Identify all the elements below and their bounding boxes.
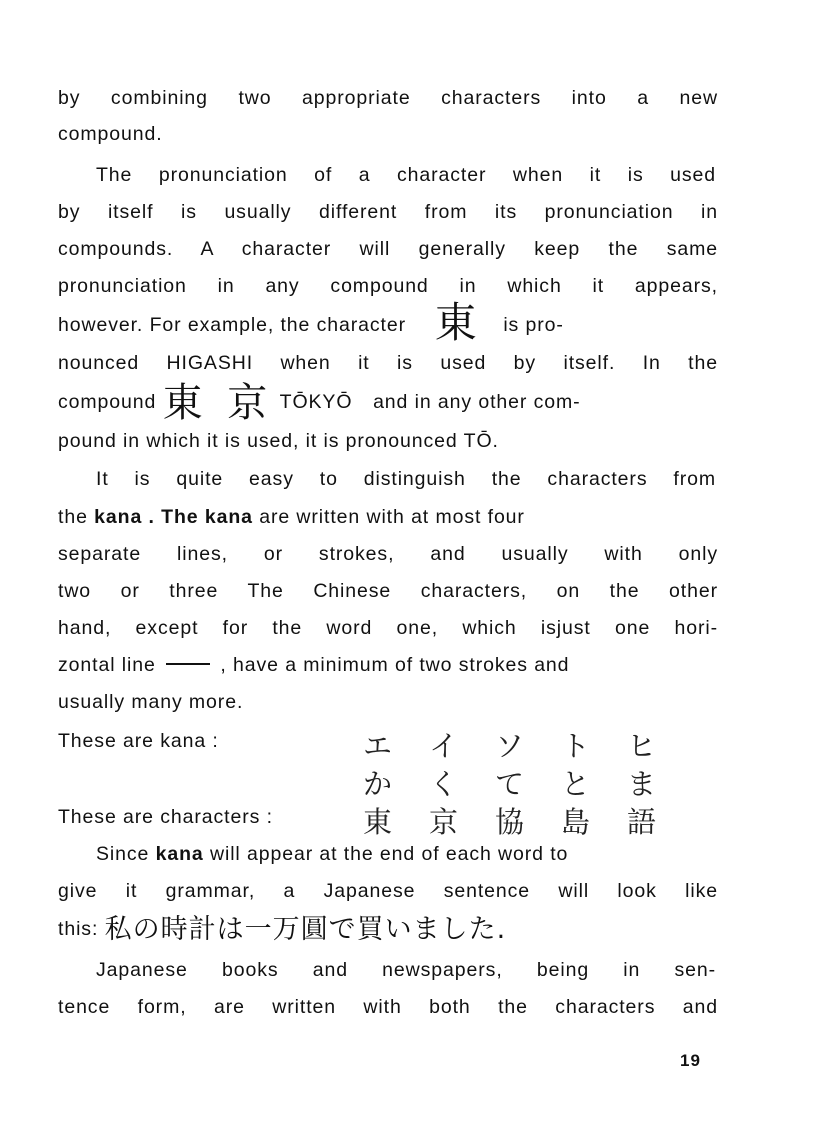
- text-span: the: [58, 506, 88, 528]
- kana-char: か: [363, 767, 393, 801]
- text-span: and in any other com-: [373, 391, 581, 413]
- kana-label: These are kana :: [58, 730, 219, 752]
- text-line: compound.: [58, 123, 163, 145]
- text-line: It is quite easy to distinguish the characters from: [96, 468, 716, 490]
- text-span: are written with at most four: [259, 506, 525, 528]
- page-number: 19: [680, 1051, 701, 1070]
- kana-char: イ: [429, 729, 459, 763]
- text-line-with-kanji: [58, 298, 718, 347]
- text-span: compound: [58, 391, 157, 413]
- kana-char: ま: [627, 767, 657, 801]
- kanji-tokyo: 東 京: [162, 380, 274, 426]
- text-line: pronunciation in any compound in which it appears,: [58, 275, 718, 297]
- text-span: however. For example, the character: [58, 314, 406, 336]
- bold-term: The kana: [161, 506, 253, 528]
- kanji-char: 東: [363, 805, 393, 839]
- kanji-char: 島: [561, 805, 591, 839]
- kanji-char: 協: [495, 805, 525, 839]
- text-line: usually many more.: [58, 691, 244, 713]
- characters-label: These are characters :: [58, 806, 273, 828]
- text-line: two or three The Chinese characters, on the other: [58, 580, 718, 602]
- kana-char: ト: [561, 729, 591, 763]
- japanese-sentence: 私の時計は一万圓で買いました.: [104, 914, 507, 945]
- kana-char: と: [561, 767, 591, 801]
- kanji-char: 語: [627, 805, 657, 839]
- kanji-east: 東: [434, 298, 477, 347]
- text-line-with-kanji: [58, 380, 718, 426]
- text-line-with-bold: [96, 842, 716, 866]
- text-line: by itself is usually different from its pronunciation in: [58, 201, 718, 223]
- kanji-char: 京: [429, 805, 459, 839]
- text-line: The pronunciation of a character when it is used: [96, 164, 716, 186]
- horizontal-stroke: [166, 663, 210, 665]
- text-line: nounced HIGASHI when it is used by itself. In the: [58, 352, 718, 374]
- text-line: hand, except for the word one, which isjust one hori-: [58, 617, 718, 639]
- text-span: Since: [96, 843, 150, 865]
- kana-char: て: [495, 767, 525, 801]
- text-line: tence form, are written with both the characters and: [58, 996, 718, 1018]
- bold-term: kana .: [94, 506, 155, 528]
- text-span: will appear at the end of each word to: [209, 843, 569, 865]
- bold-term: kana: [155, 843, 204, 865]
- text-line: by combining two appropriate characters into a new: [58, 87, 718, 109]
- kana-char: ソ: [495, 729, 525, 763]
- romaji-tokyo: TŌKYŌ: [279, 391, 353, 413]
- kanji-row: [363, 800, 693, 841]
- kana-row-hiragana: [363, 762, 693, 803]
- text-line: pound in which it is used, it is pronounced TŌ.: [58, 430, 499, 452]
- text-line-with-japanese: [58, 914, 718, 945]
- kana-row-katakana: [363, 724, 693, 765]
- text-line-with-bold: [58, 505, 718, 529]
- text-span: this:: [58, 918, 99, 940]
- kana-char: エ: [363, 729, 393, 763]
- text-span: zontal line: [58, 654, 156, 676]
- kana-char: ヒ: [627, 729, 657, 763]
- text-line: compounds. A character will generally keep the same: [58, 238, 718, 260]
- text-line-with-dash: [58, 653, 718, 677]
- text-span: , have a minimum of two strokes and: [220, 654, 570, 676]
- text-line: Japanese books and newspapers, being in sen-: [96, 959, 716, 981]
- text-span: is pro-: [503, 314, 564, 336]
- text-line: give it grammar, a Japanese sentence will look like: [58, 880, 718, 902]
- text-line: separate lines, or strokes, and usually with only: [58, 543, 718, 565]
- kana-char: く: [429, 767, 459, 801]
